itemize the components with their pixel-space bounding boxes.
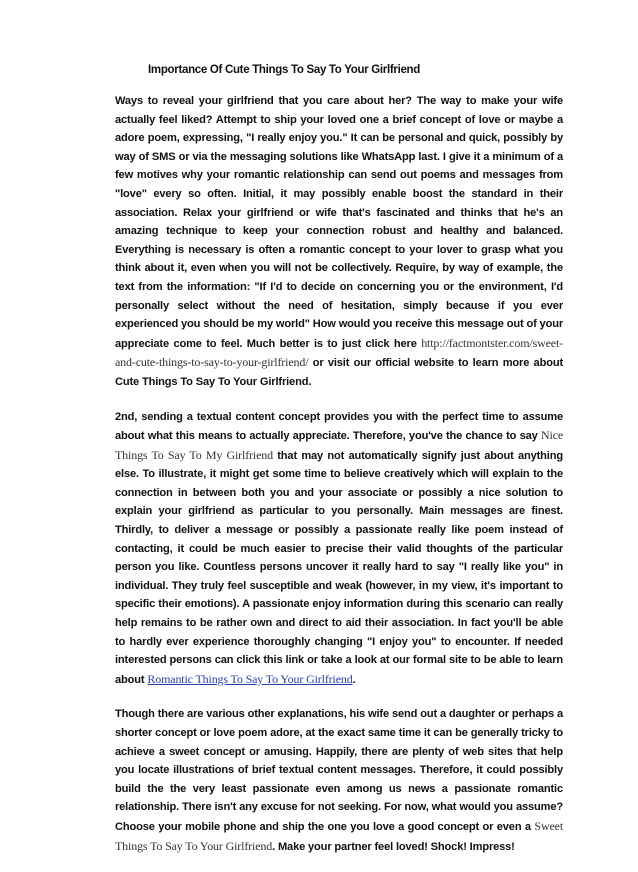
factmontster-url[interactable]: http://factmontster.com/sweet-and-cute-things-to-say-to-your-girlfriend/: [115, 335, 563, 370]
paragraph-2: [115, 408, 563, 690]
paragraph-3-text-a: Though there are various other explanations, his wife send out a daughter or perhaps a shorter concept or love poem adore, at the exact same time it can be generally tricky to achieve a sweet concept or amusing. Happily, there are plenty of web sites that help you locate illustrations of brief textual content messages. Therefore, it could possibly build the the very least passionate even among us news a passionate romantic relationship. There isn't any excuse for not seeking. For now, what would you assume? Choose your mobile phone and ship the one you love a good concept or even a: [115, 708, 563, 833]
paragraph-2-text-b: that may not automatically signify just about anything else. To illustrate, it might get some time to believe creatively which will explain to the connection in between both you and your associate or possibly a nice solution to explain your girlfriend as particular to you personally. Main messages are finest. Thirdly, to deliver a message or possibly a passionate really like poem instead of contacting, it could be much easier to precise their valid thoughts of the particular person you like. Countless persons uncover it really hard to say "I really like you" in individual. They truly feel susceptible and weak (however, in my view, it's important to specific their emotions). A passionate enjoy information during this scenario can really help remains to be rather own and direct to aid their association. In fact you'll be able to hardly ever experience thoroughly changing "I enjoy you" to encounter. If needed interested persons can click this link or take a look at our formal site to be able to learn about: [115, 449, 563, 686]
nice-things-phrase: Nice Things To Say To My Girlfriend: [115, 428, 563, 462]
paragraph-1: [115, 92, 563, 392]
sweet-things-phrase: Sweet Things To Say To Your Girlfriend: [115, 818, 563, 853]
paragraph-3-text-b: . Make your partner feel loved! Shock! Impress!: [272, 840, 515, 853]
paragraph-1-text-b: or visit our official website to learn more about Cute Things To Say To Your Girlfriend.: [115, 357, 563, 388]
paragraph-3: [115, 705, 563, 856]
paragraph-2-text-a: 2nd, sending a textual content concept provides you with the perfect time to assume about what this means to actually appreciate. Therefore, you've the chance to say: [115, 410, 563, 443]
document-title: Importance Of Cute Things To Say To Your Girlfriend: [148, 64, 421, 76]
paragraph-2-text-c: .: [352, 673, 356, 686]
document-page: [115, 62, 563, 872]
paragraph-1-text-a: Ways to reveal your girlfriend that you care about her? The way to make your wife actually feel liked? Attempt to ship your loved one a brief concept of love or maybe a adore poem, expressing, "I really enjoy you." It can be personal and quick, possibly by way of SMS or via the messaging solutions like WhatsApp last. I give it a minimum of a few motives why your romantic relationship can send out poems and messages from "love" every so often. Initial, it may possibly enable boost the standard in their association. Relax your girlfriend or wife that's fascinated and thinks that he's an amazing technique to keep your connection robust and healthy and balanced. Everything is necessary is often a romantic concept to your lover to grasp what you think about it, even when you will not be collectively. Require, by way of example, the text from the information: "If I'd to decide on concerning you or the environment, I'd personally select without the need of hesitation, simply because if you ever experienced you should be my world" How would you receive this message out of your appreciate come to feel. Much better is to just click here: [115, 95, 563, 350]
romantic-things-link[interactable]: Romantic Things To Say To Your Girlfriend: [147, 671, 353, 686]
